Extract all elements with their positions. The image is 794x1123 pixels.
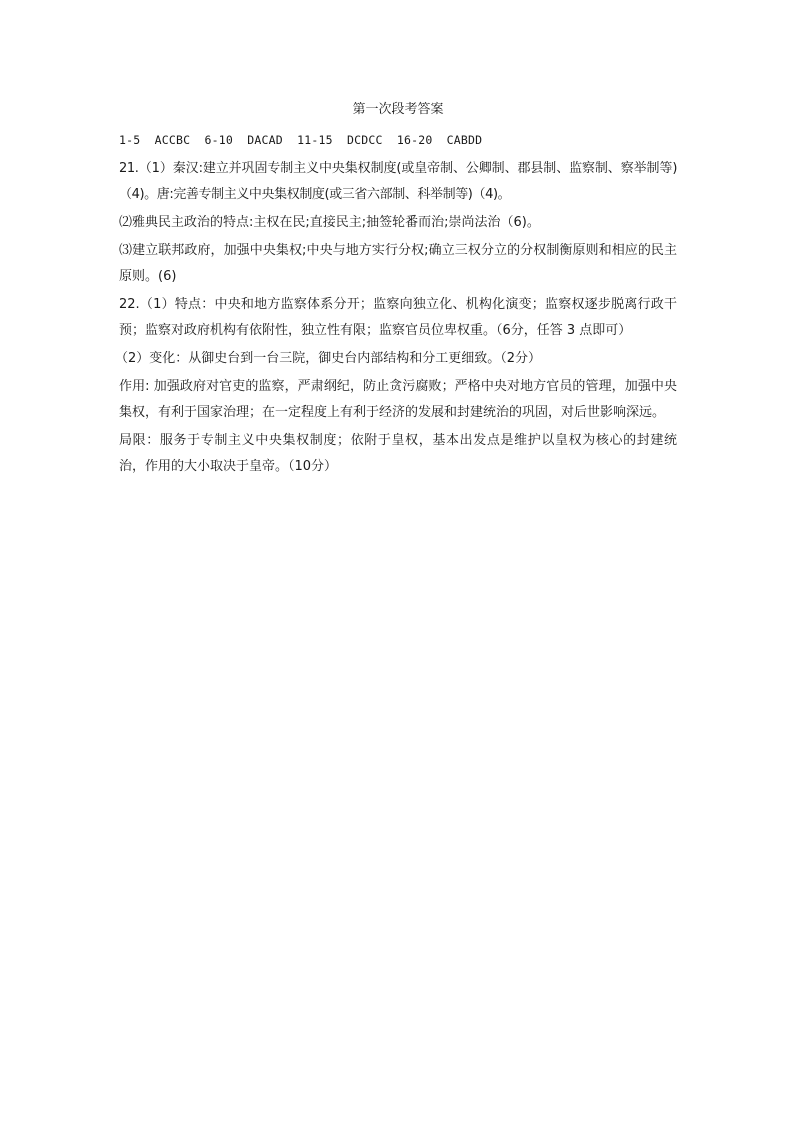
q22-effect: 作用: 加强政府对官吏的监察，严肃纲纪，防止贪污腐败；严格中央对地方官员的管理，加强中央集权，有利于国家治理；在一定程度上有利于经济的发展和封建统治的巩固，对后世影响深远。 bbox=[119, 379, 677, 420]
multiple-choice-answers: 1-5 ACCBC 6-10 DACAD 11-15 DCDCC 16-20 CABDD bbox=[119, 133, 483, 147]
page-title: 第一次段考答案 bbox=[352, 102, 444, 117]
answer-sheet bbox=[115, 100, 677, 482]
q22-part1: 22.（1）特点：中央和地方监察体系分开；监察向独立化、机构化演变；监察权逐步脱离行政干预；监察对政府机构有依附性，独立性有限；监察官员位卑权重。（6分，任答 3 点即可） bbox=[119, 297, 677, 338]
q21-part1: 21.（1）秦汉:建立并巩固专制主义中央集权制度(或皇帝制、公卿制、郡县制、监察制、察举制等)（4)。唐:完善专制主义中央集权制度(或三省六部制、科举制等)（4)。 bbox=[119, 161, 677, 202]
q22-limitation: 局限：服务于专制主义中央集权制度；依附于皇权，基本出发点是维护以皇权为核心的封建统治，作用的大小取决于皇帝。（10分） bbox=[119, 433, 677, 474]
q21-part3: ⑶建立联邦政府，加强中央集权;中央与地方实行分权;确立三权分立的分权制衡原则和相应的民主原则。(6) bbox=[119, 243, 677, 284]
q21-part2: ⑵雅典民主政治的特点:主权在民;直接民主;抽签轮番而治;崇尚法治（6)。 bbox=[119, 215, 540, 230]
q22-part2: （2）变化：从御史台到一台三院，御史台内部结构和分工更细致。（2分） bbox=[115, 351, 542, 366]
